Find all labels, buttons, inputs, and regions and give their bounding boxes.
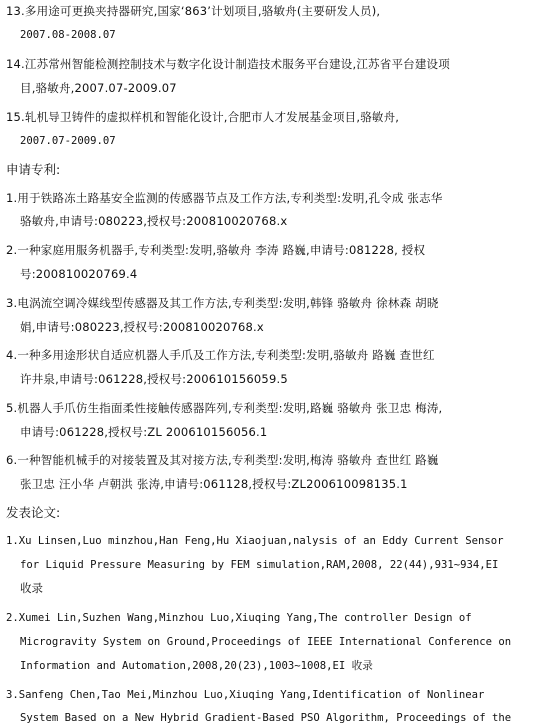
patent-4-line-1: 4.一种多用途形状自适应机器人手爪及工作方法,专利类型:发明,骆敏舟 路巍 查世红 <box>6 348 435 362</box>
patent-2-line-1: 2.一种家庭用服务机器手,专利类型:发明,骆敏舟 李涛 路巍,申请号:081228, 授权 <box>6 243 426 257</box>
project-15-line-2: 2007.07-2009.07 <box>20 135 116 147</box>
patent-1-line-1: 1.用于铁路冻土路基安全监测的传感器节点及工作方法,专利类型:发明,孔令成 张志华 <box>6 191 443 205</box>
paper-1-line-2: for Liquid Pressure Measuring by FEM simulation,RAM,2008, 22(44),931~934,EI <box>20 559 499 571</box>
patent-3-line-2: 娟,申请号:080223,授权号:200810020768.x <box>20 320 264 334</box>
patent-4-line-2: 许井泉,申请号:061228,授权号:200610156059.5 <box>20 372 288 386</box>
papers-heading: 发表论文: <box>6 505 61 520</box>
paper-3-line-1: 3.Sanfeng Chen,Tao Mei,Minzhou Luo,Xiuqing Yang,Identification of Nonlinear <box>6 689 485 701</box>
patent-6-line-1: 6.一种智能机械手的对接装置及其对接方法,专利类型:发明,梅涛 骆敏舟 查世红 路巍 <box>6 453 439 467</box>
patent-5-line-1: 5.机器人手爪仿生指面柔性接触传感器阵列,专利类型:发明,路巍 骆敏舟 张卫忠 梅涛, <box>6 401 443 415</box>
paper-1-line-1: 1.Xu Linsen,Luo minzhou,Han Feng,Hu Xiaojuan,nalysis of an Eddy Current Sensor <box>6 535 504 547</box>
project-15-line-1: 15.轧机导卫铸件的虚拟样机和智能化设计,合肥市人才发展基金项目,骆敏舟, <box>6 110 400 124</box>
paper-3-line-2: System Based on a New Hybrid Gradient-Based PSO Algorithm, Proceedings of the <box>20 712 512 724</box>
paper-2-line-3: Information and Automation,2008,20(23),1003~1008,EI 收录 <box>20 660 373 672</box>
patent-1-line-2: 骆敏舟,申请号:080223,授权号:200810020768.x <box>20 214 288 228</box>
patents-heading: 申请专利: <box>6 162 61 177</box>
patent-5-line-2: 申请号:061228,授权号:ZL 200610156056.1 <box>20 425 268 439</box>
patent-6-line-2: 张卫忠 汪小华 卢朝洪 张涛,申请号:061128,授权号:ZL200610098135.1 <box>20 477 408 491</box>
patent-3-line-1: 3.电涡流空调冷媒线型传感器及其工作方法,专利类型:发明,韩锋 骆敏舟 徐林森 胡晓 <box>6 296 439 310</box>
paper-2-line-1: 2.Xumei Lin,Suzhen Wang,Minzhou Luo,Xiuqing Yang,The controller Design of <box>6 612 472 624</box>
project-13-line-2: 2007.08-2008.07 <box>20 29 116 41</box>
project-13-line-1: 13.多用途可更换夹持器研究,国家‘863’计划项目,骆敏舟(主要研发人员), <box>6 4 381 18</box>
patent-2-line-2: 号:200810020769.4 <box>20 267 138 281</box>
paper-2-line-2: Microgravity System on Ground,Proceedings of IEEE International Conference on <box>20 636 512 648</box>
project-14-line-2: 目,骆敏舟,2007.07-2009.07 <box>20 81 177 95</box>
project-14-line-1: 14.江苏常州智能检测控制技术与数字化设计制造技术服务平台建设,江苏省平台建设项 <box>6 57 450 71</box>
paper-1-line-3: 收录 <box>20 581 43 595</box>
